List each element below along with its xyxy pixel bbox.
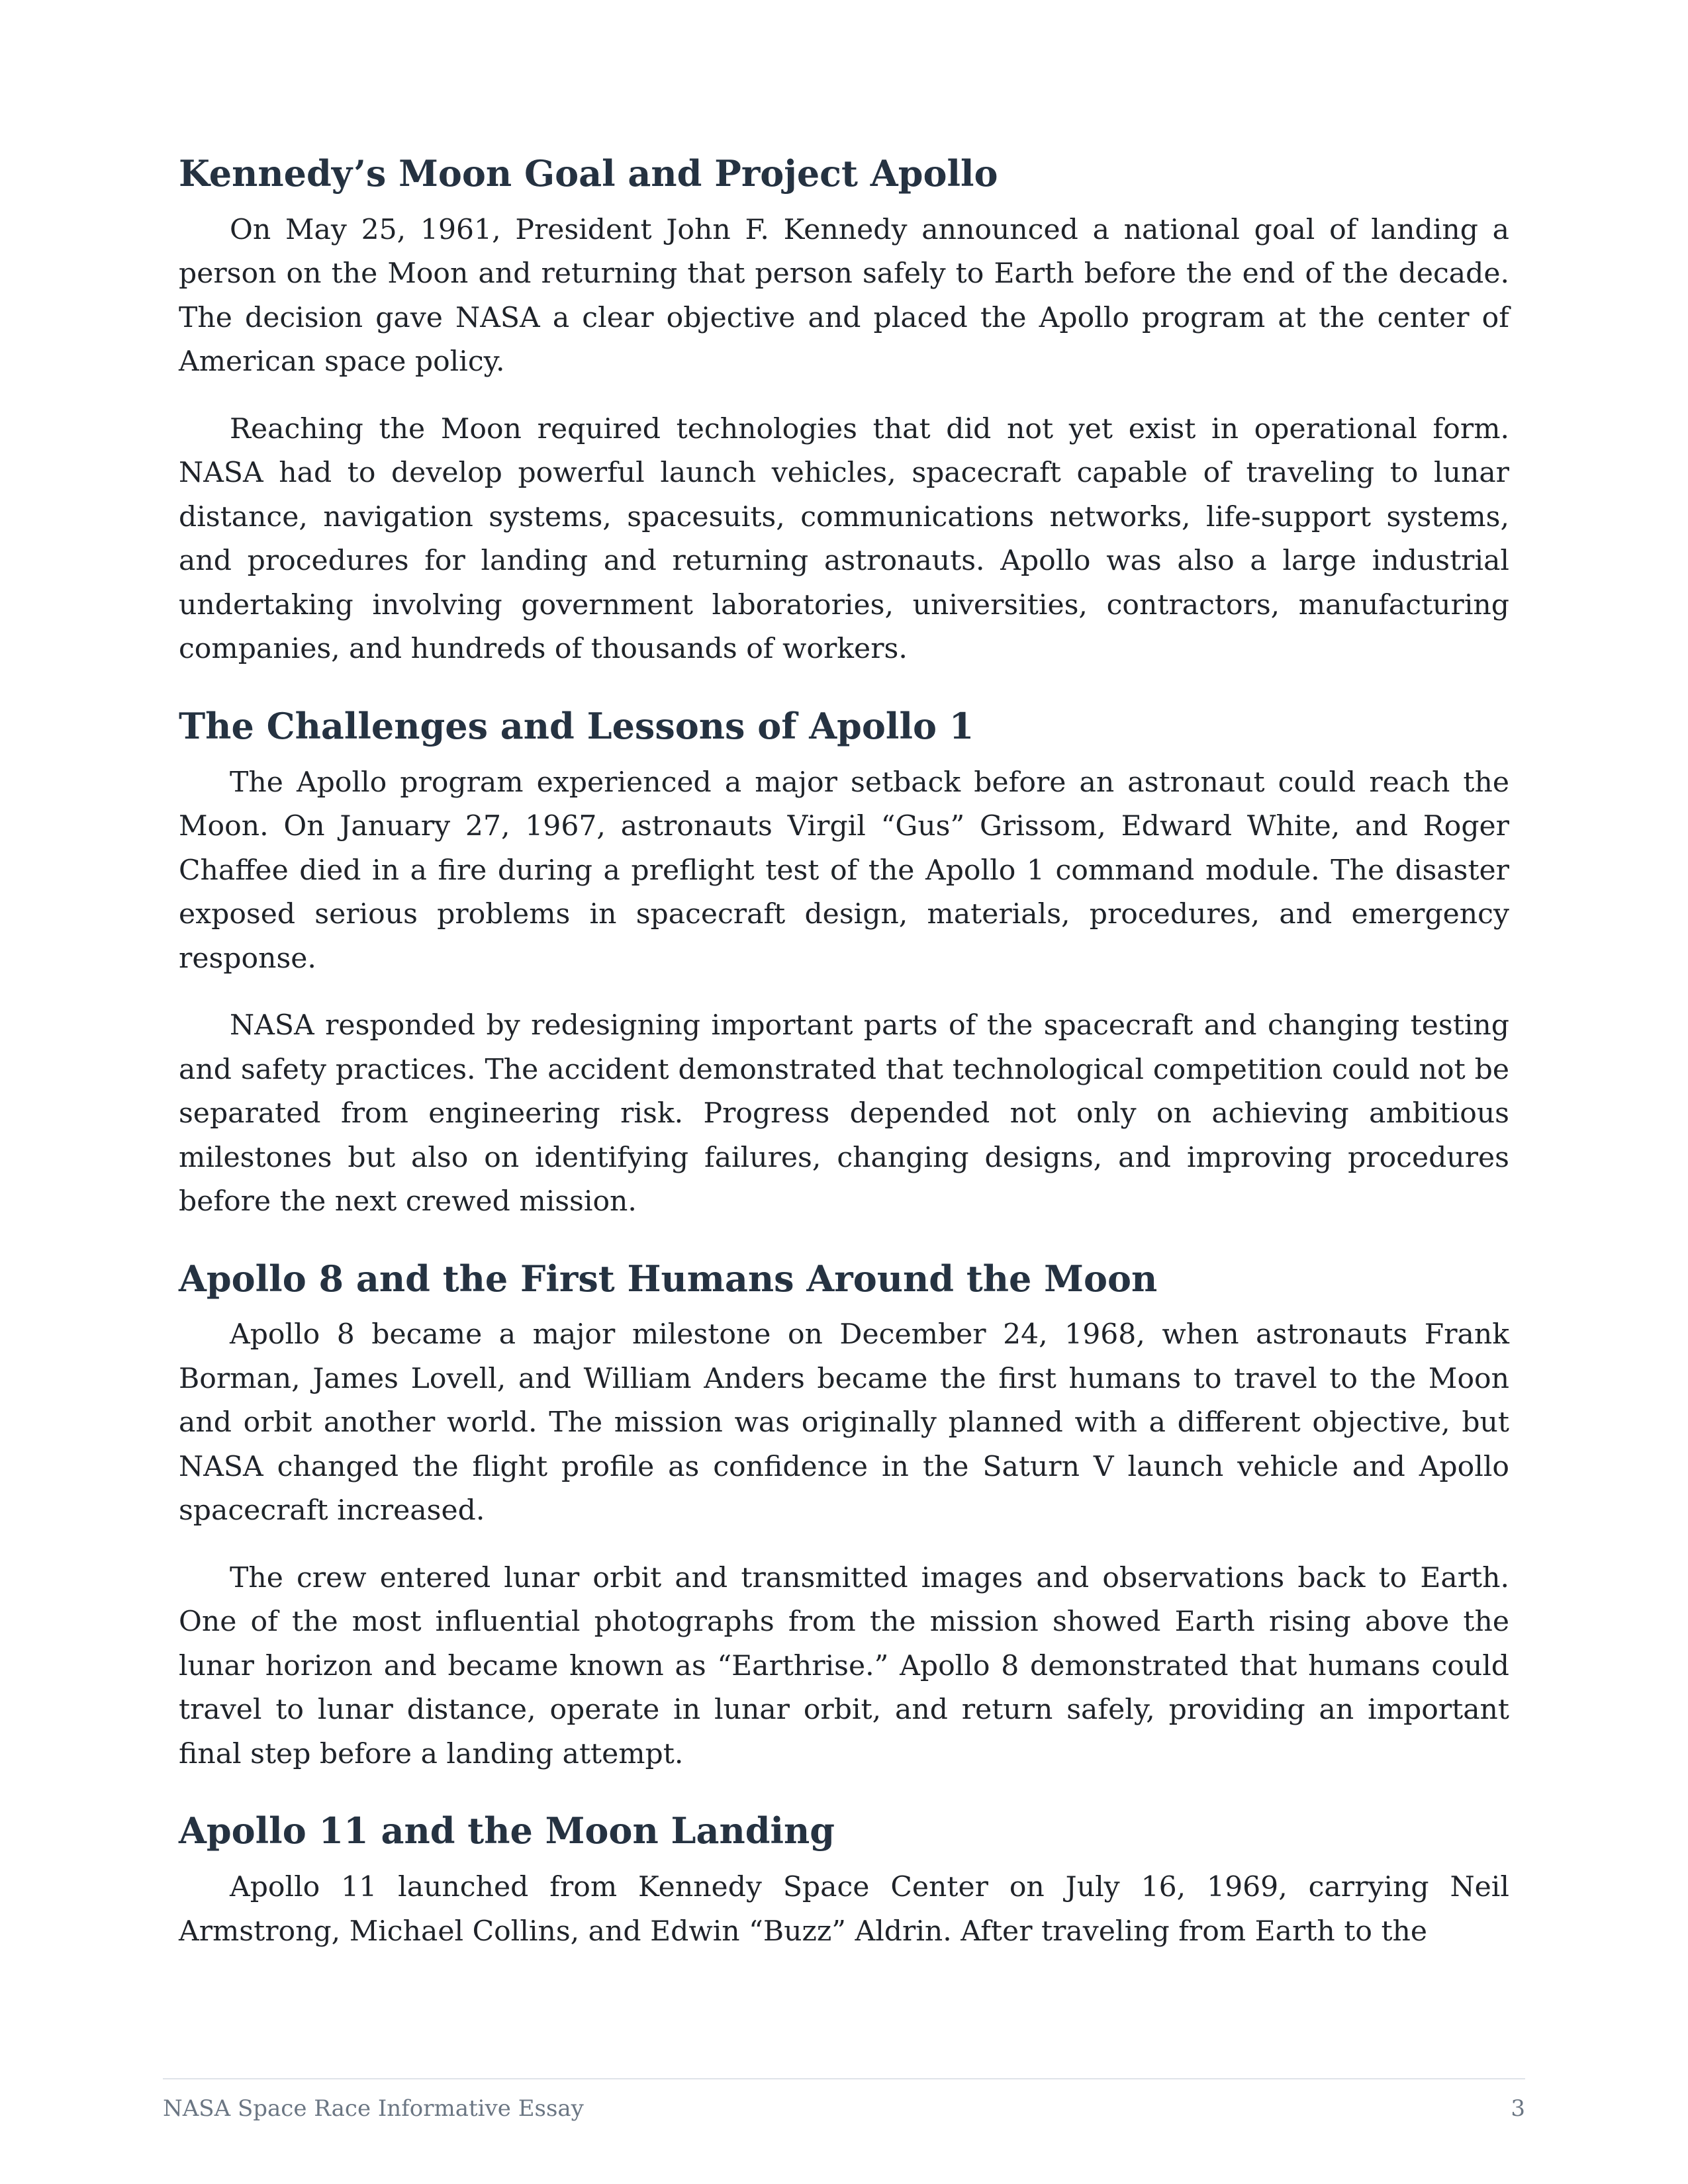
footer-page-number: 3 (1511, 2095, 1525, 2122)
paragraph: The crew entered lunar orbit and transmitted images and observations back to Earth. One of the most influential photographs from the mission showed Earth rising above the lunar horizon and became known as “Earthrise.” Apollo 8 demonstrated that humans could travel to lunar distance, operate in lunar orbit, and return safely, providing an important final step before a landing attempt. (179, 1561, 1509, 1770)
section-apollo-8 (179, 1257, 1509, 1777)
paragraph: Reaching the Moon required technologies that did not yet exist in operational form. NASA had to develop powerful launch vehicles, spacecraft capable of traveling to lunar distance, navigation systems, spacesuits, communications networks, life-support systems, and procedures for landing and returning astronauts. Apollo was also a large industrial undertaking involving government laboratories, universities, contractors, manufacturing companies, and hundreds of thousands of workers. (179, 412, 1509, 666)
document-body (179, 152, 1509, 1954)
section-heading: Apollo 8 and the First Humans Around the Moon (179, 1257, 1158, 1300)
section-apollo-1 (179, 705, 1509, 1224)
paragraph: The Apollo program experienced a major setback before an astronaut could reach the Moon. On January 27, 1967, astronauts Virgil “Gus” Grissom, Edward White, and Roger Chaffee died in a fire during a preflight test of the Apollo 1 command module. The disaster exposed serious problems in spacecraft design, materials, procedures, and emergency response. (179, 766, 1509, 975)
section-heading: Apollo 11 and the Moon Landing (179, 1809, 835, 1852)
paragraph: Apollo 11 launched from Kennedy Space Center on July 16, 1969, carrying Neil Armstrong, Michael Collins, and Edwin “Buzz” Aldrin. After traveling from Earth to the (179, 1871, 1509, 1948)
section-heading: The Challenges and Lessons of Apollo 1 (179, 704, 974, 747)
footer-divider (163, 2078, 1525, 2079)
paragraph: NASA responded by redesigning important parts of the spacecraft and changing testing and safety practices. The accident demonstrated that technological competition could not be separated from engineering risk. Progress depended not only on achieving ambitious milestones but also on identifying failures, changing designs, and improving procedures before the next crewed mission. (179, 1009, 1509, 1218)
section-kennedy-moon-goal (179, 152, 1509, 672)
paragraph: On May 25, 1961, President John F. Kennedy announced a national goal of landing a person on the Moon and returning that person safely to Earth before the end of the decade. The decision gave NASA a clear objective and placed the Apollo program at the center of American space policy. (179, 213, 1509, 379)
section-heading: Kennedy’s Moon Goal and Project Apollo (179, 152, 998, 195)
footer-document-title: NASA Space Race Informative Essay (163, 2095, 584, 2122)
paragraph: Apollo 8 became a major milestone on December 24, 1968, when astronauts Frank Borman, James Lovell, and William Anders became the first humans to travel to the Moon and orbit another world. The mission was originally planned with a different objective, but NASA changed the flight profile as confidence in the Saturn V launch vehicle and Apollo spacecraft increased. (179, 1318, 1509, 1527)
section-apollo-11 (179, 1809, 1509, 1954)
